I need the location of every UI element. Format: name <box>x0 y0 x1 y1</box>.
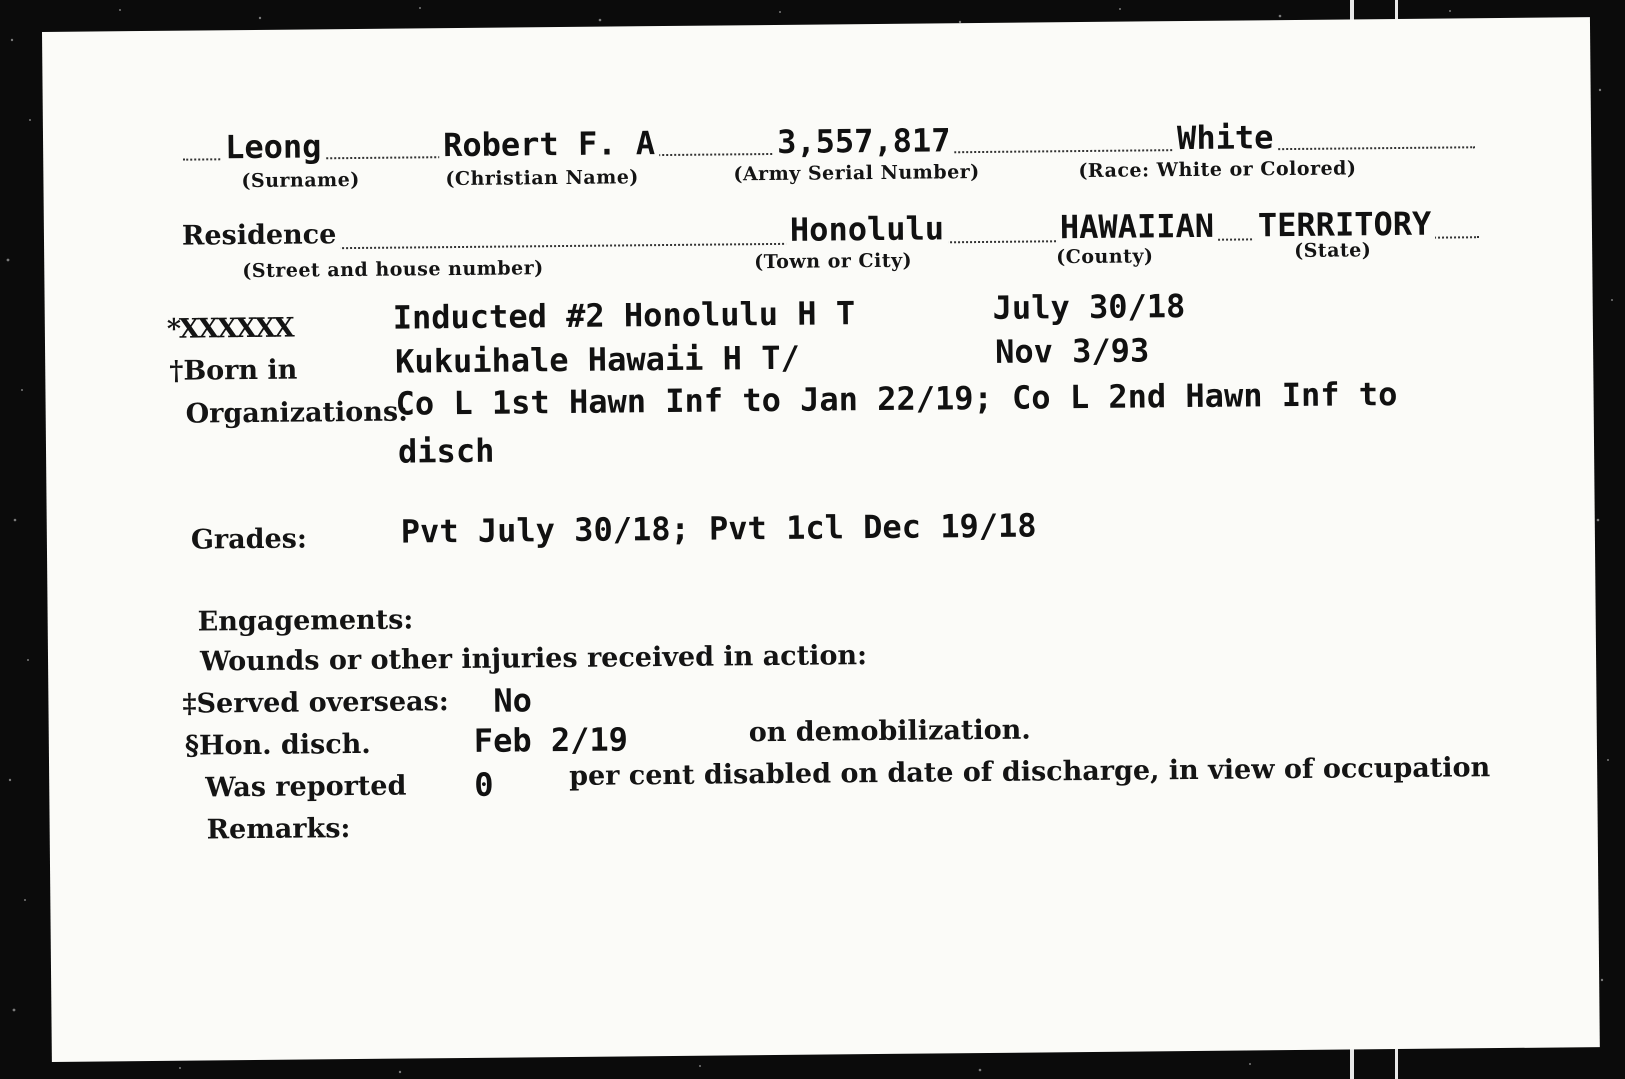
inducted-label-struck: *XXXXXX <box>166 312 293 345</box>
disability-statement: per cent disabled on date of discharge, in view of occupation <box>569 752 1491 792</box>
army-serial-caption: (Army Serial Number) <box>733 161 980 186</box>
honorable-discharge-label: §Hon. disch. <box>184 728 371 762</box>
birth-date: Nov 3/93 <box>994 331 1150 371</box>
served-overseas-value: No <box>493 681 533 720</box>
surname-caption: (Surname) <box>241 168 360 193</box>
town-value: Honolulu <box>786 209 948 249</box>
residence-label: Residence <box>182 219 341 252</box>
was-reported-label: Was reported <box>205 770 407 804</box>
honorable-discharge-date: Feb 2/19 <box>473 720 629 760</box>
race-value: White <box>1173 118 1278 157</box>
army-serial-number-value: 3,557,817 <box>773 121 955 161</box>
discharge-reason: on demobilization. <box>748 714 1031 749</box>
inducted-date: July 30/18 <box>992 287 1186 327</box>
state-caption: (State) <box>1294 239 1372 262</box>
town-caption: (Town or City) <box>754 249 913 274</box>
inducted-value: Inducted #2 Honolulu H T <box>392 294 856 337</box>
wounds-label: Wounds or other injuries received in action: <box>199 640 868 678</box>
born-in-value: Kukuihale Hawaii H T/ <box>394 338 800 381</box>
disability-percent-value: 0 <box>474 765 494 804</box>
born-in-label: †Born in <box>169 354 298 387</box>
organizations-line-2: disch <box>397 431 495 471</box>
organizations-line-1: Co L 1st Hawn Inf to Jan 22/19; Co L 2nd Hawn Inf to <box>395 375 1398 423</box>
engagements-label: Engagements: <box>197 604 414 638</box>
christian-name-caption: (Christian Name) <box>445 166 639 191</box>
served-overseas-label: ‡Served overseas: <box>182 686 449 720</box>
organizations-label: Organizations: <box>185 396 409 430</box>
county-value: HAWAIIAN <box>1056 207 1218 247</box>
street-caption: (Street and house number) <box>242 257 544 283</box>
christian-name-value: Robert F. A <box>439 124 659 164</box>
state-value: TERRITORY <box>1254 205 1436 245</box>
service-record-card <box>42 17 1600 1062</box>
surname-value: Leong <box>221 127 326 166</box>
grades-value: Pvt July 30/18; Pvt 1cl Dec 19/18 <box>400 506 1037 551</box>
county-caption: (County) <box>1056 245 1154 269</box>
remarks-label: Remarks: <box>206 813 351 846</box>
race-caption: (Race: White or Colored) <box>1078 157 1357 183</box>
grades-label: Grades: <box>190 523 308 556</box>
